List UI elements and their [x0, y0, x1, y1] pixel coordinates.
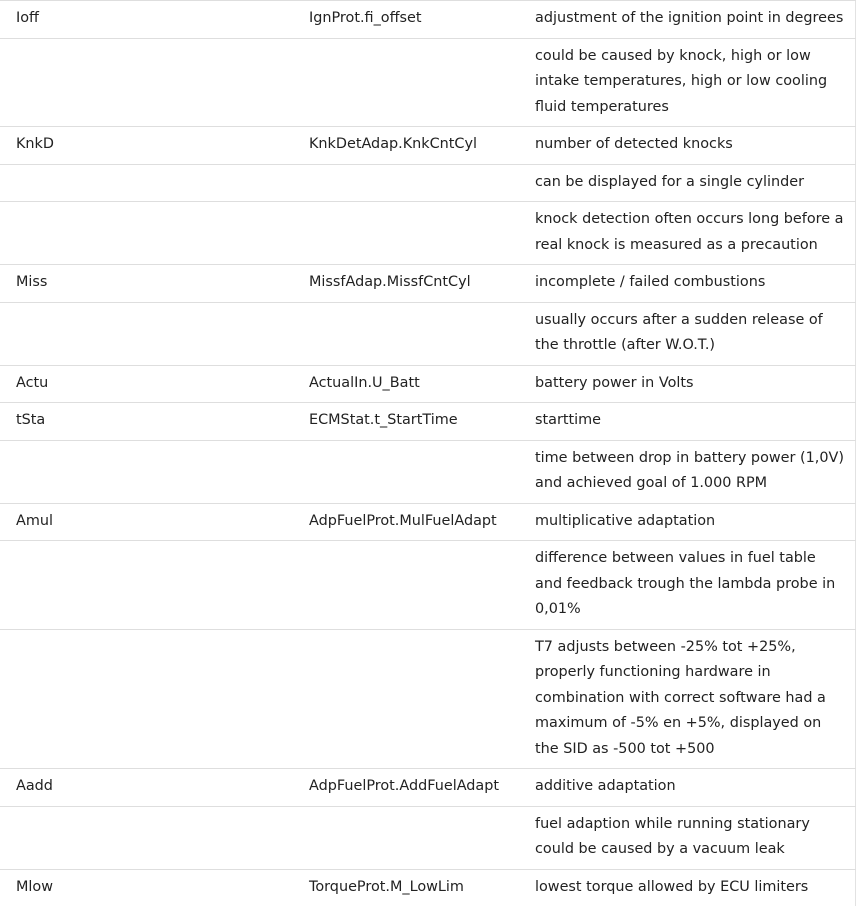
table-row: [0, 127, 855, 165]
description-cell: fuel adaption while running stationary could be caused by a vacuum leak: [535, 815, 810, 857]
abbreviation-cell: Actu: [16, 374, 49, 391]
parameter-cell: MissfAdap.MissfCntCyl: [309, 274, 471, 290]
table-row: [0, 38, 855, 127]
table-row: [0, 265, 855, 303]
abbreviation-cell: [0, 202, 293, 265]
abbreviation-cell: Mlow: [16, 878, 53, 895]
table-row: [0, 1, 855, 39]
description-cell: starttime: [535, 412, 602, 428]
table-row: [0, 541, 855, 630]
description-cell: adjustment of the ignition point in degrees: [535, 10, 844, 26]
abbreviation-cell: Amul: [16, 512, 53, 529]
description-cell: could be caused by knock, high or low intake temperatures, high or low cooling fluid temperatures: [535, 47, 828, 115]
description-cell: difference between values in fuel table and feedback trough the lambda probe in 0,01%: [535, 550, 836, 617]
parameter-cell: [293, 440, 519, 503]
table-row: [0, 440, 855, 503]
abbreviation-cell: [0, 302, 293, 365]
abbreviation-cell: [0, 629, 293, 769]
parameter-cell: [293, 164, 519, 202]
parameter-cell: [293, 806, 519, 869]
parameter-cell: TorqueProt.M_LowLim: [309, 878, 464, 895]
parameter-cell: AdpFuelProt.MulFuelAdapt: [309, 512, 497, 529]
description-cell: incomplete / failed combustions: [535, 274, 766, 290]
description-cell: T7 adjusts between -25% tot +25%, properly functioning hardware in combination with correct software had a maximum of -5% en +5%, displayed on the SID as -500 tot +500: [535, 638, 826, 757]
abbreviation-cell: [0, 164, 293, 202]
table-row: [0, 869, 855, 906]
table-row: [0, 806, 855, 869]
table-row: [0, 365, 855, 403]
abbreviation-cell: [0, 440, 293, 503]
abbreviation-cell: tSta: [16, 412, 46, 428]
description-cell: multiplicative adaptation: [535, 512, 716, 529]
parameter-cell: AdpFuelProt.AddFuelAdapt: [309, 778, 500, 794]
description-cell: usually occurs after a sudden release of the throttle (after W.O.T.): [535, 311, 823, 353]
abbreviation-cell: [0, 806, 293, 869]
parameter-cell: IgnProt.fi_offset: [309, 10, 422, 26]
abbreviation-cell: Ioff: [16, 10, 39, 26]
parameter-cell: KnkDetAdap.KnkCntCyl: [309, 136, 477, 152]
abbreviation-cell: [0, 541, 293, 630]
parameter-table-body: [0, 1, 855, 907]
description-cell: battery power in Volts: [535, 374, 694, 391]
table-row: [0, 403, 855, 441]
table-row: [0, 629, 855, 769]
description-cell: additive adaptation: [535, 778, 676, 794]
table-row: [0, 503, 855, 541]
parameter-cell: ActualIn.U_Batt: [309, 374, 420, 391]
parameter-cell: [293, 302, 519, 365]
description-cell: can be displayed for a single cylinder: [535, 173, 805, 190]
table-row: [0, 164, 855, 202]
table-row: [0, 769, 855, 807]
abbreviation-cell: Aadd: [16, 778, 53, 794]
abbreviation-cell: [0, 38, 293, 127]
description-cell: lowest torque allowed by ECU limiters: [535, 878, 809, 895]
description-cell: number of detected knocks: [535, 136, 733, 152]
parameter-cell: [293, 541, 519, 630]
parameter-cell: [293, 629, 519, 769]
description-cell: knock detection often occurs long before a real knock is measured as a precaution: [535, 211, 844, 253]
table-row: [0, 202, 855, 265]
parameter-cell: [293, 38, 519, 127]
table-row: [0, 302, 855, 365]
abbreviation-cell: Miss: [16, 274, 48, 290]
abbreviation-cell: KnkD: [16, 136, 54, 152]
parameter-cell: ECMStat.t_StartTime: [309, 412, 458, 428]
description-cell: time between drop in battery power (1,0V) and achieved goal of 1.000 RPM: [535, 449, 844, 491]
parameter-cell: [293, 202, 519, 265]
